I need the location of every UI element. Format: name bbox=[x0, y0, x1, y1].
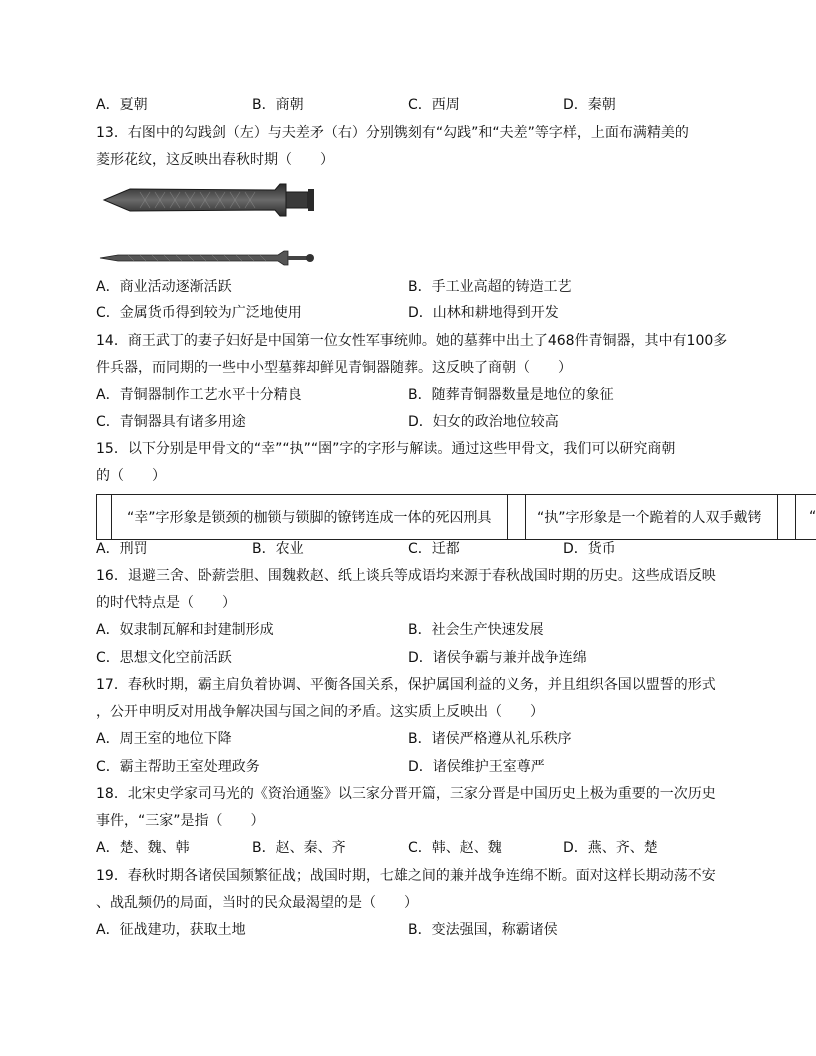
table-cell-xing: “幸”字形象是锁颈的枷锁与锁脚的镣铐连成一体的死囚刑具 bbox=[127, 510, 492, 526]
q13-stem-line2: 菱形花纹，这反映出春秋时期（ ） bbox=[96, 152, 334, 168]
q14-option-d: D．妇女的政治地位较高 bbox=[408, 414, 559, 430]
q16-stem-line2: 的时代特点是（ ） bbox=[96, 595, 236, 611]
q18-stem-line2: 事件，“三家”是指（ ） bbox=[96, 813, 265, 829]
q16-option-a: A．奴隶制瓦解和封建制形成 bbox=[96, 622, 274, 638]
q16-option-d: D．诸侯争霸与兼并战争连绵 bbox=[408, 650, 587, 666]
q15-stem-line2: 的（ ） bbox=[96, 468, 166, 484]
q13-option-c: C．金属货币得到较为广泛地使用 bbox=[96, 305, 302, 321]
q18-option-a: A．楚、魏、韩 bbox=[96, 840, 190, 856]
q19-stem-line1: 19．春秋时期各诸侯国频繁征战；战国时期，七雄之间的兼并战争连绵不断。面对这样长期动荡不安 bbox=[96, 868, 716, 884]
q17-option-c: C．霸主帮助王室处理政务 bbox=[96, 759, 260, 775]
q19-option-a: A．征战建功，获取土地 bbox=[96, 922, 246, 938]
table-cell-zhi: “执”字形象是一个跪着的人双手戴铐 bbox=[537, 510, 762, 526]
q16-option-b: B．社会生产快速发展 bbox=[408, 622, 544, 638]
q17-option-d: D．诸侯维护王室尊严 bbox=[408, 759, 545, 775]
table-cell-yu: “ bbox=[809, 509, 816, 525]
q12-option-a: A．夏朝 bbox=[96, 97, 148, 113]
q14-option-a: A．青铜器制作工艺水平十分精良 bbox=[96, 387, 302, 403]
q14-option-c: C．青铜器具有诸多用途 bbox=[96, 414, 246, 430]
q15-option-b: B．农业 bbox=[252, 541, 304, 557]
q18-option-d: D．燕、齐、楚 bbox=[563, 840, 658, 856]
q16-option-c: C．思想文化空前活跃 bbox=[96, 650, 232, 666]
q12-option-b: B．商朝 bbox=[252, 97, 304, 113]
q15-option-c: C．迁都 bbox=[408, 541, 460, 557]
q15-option-d: D．货币 bbox=[563, 541, 616, 557]
oracle-bone-table bbox=[96, 494, 816, 540]
q13-option-d: D．山林和耕地得到开发 bbox=[408, 305, 559, 321]
q17-stem-line1: 17．春秋时期，霸主肩负着协调、平衡各国关系，保护属国利益的义务，并且组织各国以盟誓的形式 bbox=[96, 677, 716, 693]
q17-stem-line2: ，公开申明反对用战争解决国与国之间的矛盾。这实质上反映出（ ） bbox=[96, 704, 544, 720]
q19-stem-line2: 、战乱频仍的局面，当时的民众最渴望的是（ ） bbox=[96, 895, 418, 911]
q14-option-b: B．随葬青铜器数量是地位的象征 bbox=[408, 387, 614, 403]
q12-option-d: D．秦朝 bbox=[563, 97, 616, 113]
q15-option-a: A．刑罚 bbox=[96, 541, 148, 557]
q16-stem-line1: 16．退避三舍、卧薪尝胆、围魏救赵、纸上谈兵等成语均来源于春秋战国时期的历史。这些成语反映 bbox=[96, 568, 716, 584]
q15-stem-line1: 15．以下分别是甲骨文的“幸”“执”“圉”字的字形与解读。通过这些甲骨文，我们可以研究商朝 bbox=[96, 441, 676, 457]
q18-option-c: C．韩、赵、魏 bbox=[408, 840, 502, 856]
q14-stem-line1: 14．商王武丁的妻子妇好是中国第一位女性军事统帅。她的墓葬中出土了468件青铜器，其中有100多 bbox=[96, 333, 728, 349]
q17-option-a: A．周王室的地位下降 bbox=[96, 731, 232, 747]
bronze-spear-image bbox=[98, 248, 318, 268]
q14-stem-line2: 件兵器，而同期的一些中小型墓葬却鲜见青铜器随葬。这反映了商朝（ ） bbox=[96, 360, 572, 376]
q17-option-b: B．诸侯严格遵从礼乐秩序 bbox=[408, 731, 572, 747]
q13-option-b: B．手工业高超的铸造工艺 bbox=[408, 279, 572, 295]
q13-stem-line1: 13．右图中的勾践剑（左）与夫差矛（右）分别镌刻有“勾践”和“夫差”等字样，上面布满精美的 bbox=[96, 125, 689, 141]
q13-option-a: A．商业活动逐渐活跃 bbox=[96, 279, 232, 295]
q18-option-b: B．赵、秦、齐 bbox=[252, 840, 346, 856]
q18-stem-line1: 18．北宋史学家司马光的《资治通鉴》以三家分晋开篇，三家分晋是中国历史上极为重要的一次历史 bbox=[96, 786, 716, 802]
q19-option-b: B．变法强国，称霸诸侯 bbox=[408, 922, 558, 938]
bronze-sword-image bbox=[100, 180, 320, 220]
q12-option-c: C．西周 bbox=[408, 97, 460, 113]
